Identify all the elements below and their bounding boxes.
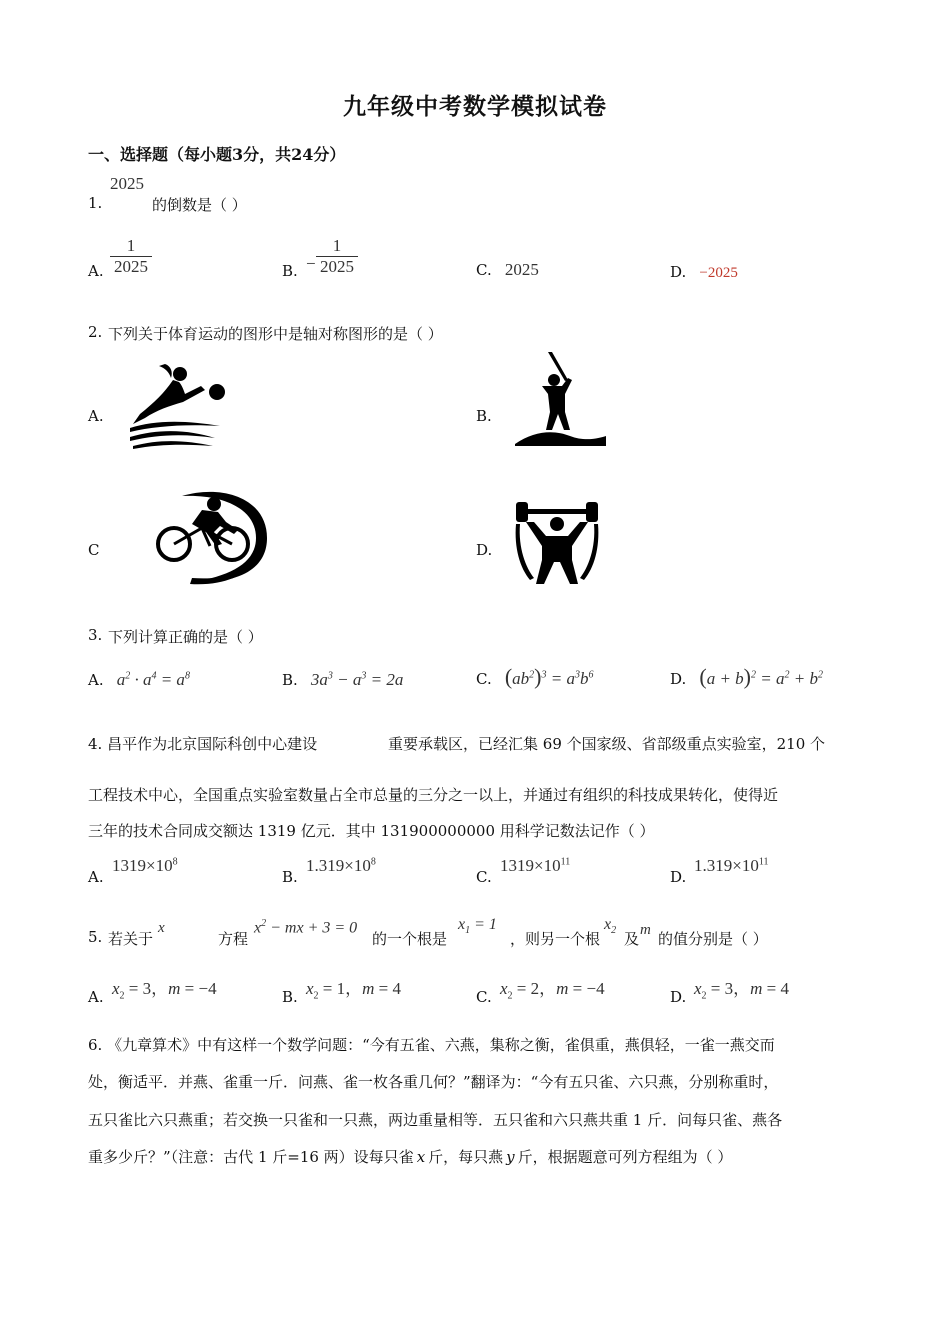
q4-line1-a: 4. 昌平作为北京国际科创中心建设 xyxy=(88,735,318,753)
option-label: B. xyxy=(282,671,298,689)
q6-var-y: y xyxy=(506,1148,515,1166)
option-formula: $a^2 \cdot a^4 = a^8$ xyxy=(116,670,190,689)
q5-text-1: 若关于 xyxy=(108,930,154,948)
mantissa: 1319 xyxy=(500,856,534,875)
fraction-numerator: 1 xyxy=(126,236,136,255)
fraction-denominator: 2025 xyxy=(110,256,152,277)
q5-number: 5. xyxy=(88,928,103,946)
mantissa: 1.319 xyxy=(694,856,733,875)
option-formula: $3a^3 - a^3 = 2a$ xyxy=(310,670,404,689)
q6-line4 xyxy=(88,1146,732,1167)
times-ten: ×10 xyxy=(344,856,371,875)
q5-text-4: ，则另一个根 xyxy=(510,930,601,948)
cycling-icon xyxy=(152,488,272,588)
q4-line1-b: 重要承载区，已经汇集 69 个国家级、省部级重点实验室，210 个 xyxy=(388,735,826,753)
exponent: 11 xyxy=(560,856,571,868)
q1-text: 的倒数是（ ） xyxy=(152,196,247,214)
option-label: C. xyxy=(476,670,492,688)
option-formula: $(ab^2)^3 = a^3b^6$ xyxy=(504,664,594,689)
option-value: −2025 xyxy=(699,265,738,281)
q5-text-2: 方程 xyxy=(218,930,249,948)
q5-text-3: 的一个根是 xyxy=(372,930,448,948)
exponent: 11 xyxy=(758,856,769,868)
q6-line3: 五只雀比六只燕重；若交换一只雀和一只燕，两边重量相等．五只雀和六只燕共重 1 斤．问每只雀、燕各 xyxy=(88,1111,783,1129)
mantissa: 1319 xyxy=(112,856,146,875)
option-label: A. xyxy=(88,671,104,689)
option-label: B. xyxy=(282,262,298,280)
m-value: 4 xyxy=(392,979,402,998)
option-label: B. xyxy=(282,988,298,1006)
q5-var-x: x xyxy=(158,920,165,936)
q2-text: 下列关于体育运动的图形中是轴对称图形的是（ ） xyxy=(108,325,443,343)
q6-var-x: x xyxy=(416,1148,426,1166)
section-heading: 一、选择题（每小题3分，共24分） xyxy=(88,145,346,164)
x2-value: 1 xyxy=(336,979,346,998)
x2-value: 2 xyxy=(530,979,540,998)
minus-sign: − xyxy=(306,254,316,273)
exponent: 8 xyxy=(172,856,178,868)
option-label: C. xyxy=(476,261,492,279)
x2-value: 3 xyxy=(724,979,734,998)
q6-line4-c: 斤，根据题意可列方程组为（ ） xyxy=(517,1148,733,1166)
q1-option-d[interactable] xyxy=(670,262,738,282)
option-label: C. xyxy=(476,988,492,1006)
option-label: C. xyxy=(476,868,492,886)
option-value: 2025 xyxy=(504,260,539,279)
times-ten: ×10 xyxy=(732,856,759,875)
page-title: 九年级中考数学模拟试卷 xyxy=(343,93,607,120)
m-value: −4 xyxy=(198,979,217,998)
q3-option-d[interactable] xyxy=(670,664,823,690)
option-label: D. xyxy=(670,670,687,688)
q4-line3: 三年的技术合同成交额达 1319 亿元．其中 131900000000 用科学记数法记作（ ） xyxy=(88,822,655,840)
fraction-numerator: 1 xyxy=(332,236,342,255)
q3-text: 下列计算正确的是（ ） xyxy=(108,628,263,646)
golf-icon xyxy=(510,350,610,450)
q3-number: 3. xyxy=(88,626,103,644)
x2-value: 3 xyxy=(142,979,152,998)
q5-text-5: 及 xyxy=(624,930,640,948)
option-label: D. xyxy=(670,868,687,886)
option-label: A. xyxy=(88,988,104,1006)
option-label: D. xyxy=(670,988,687,1006)
weightlifting-icon xyxy=(512,498,602,588)
q6-line1: 6. 《九章算术》中有这样一个数学问题：“今有五雀、六燕，集称之衡，雀俱重，燕俱轻，一雀一燕交而 xyxy=(88,1036,775,1054)
times-ten: ×10 xyxy=(534,856,561,875)
q3-option-c[interactable] xyxy=(476,664,593,690)
option-label: A. xyxy=(88,262,104,280)
q5-text-6: 的值分别是（ ） xyxy=(658,930,768,948)
q1-option-c[interactable] xyxy=(476,260,539,280)
q2-option-a-label[interactable]: A. xyxy=(88,407,104,425)
exponent: 8 xyxy=(370,856,376,868)
q2-option-d-label[interactable]: D. xyxy=(476,541,493,559)
option-label: D. xyxy=(670,263,687,281)
m-value: −4 xyxy=(586,979,605,998)
m-value: 4 xyxy=(780,979,790,998)
q1-top-value: 2025 xyxy=(110,174,144,193)
q2-option-b-label[interactable]: B. xyxy=(476,407,492,425)
q5-var-x2: $x_2$ xyxy=(604,916,617,937)
fraction-denominator: 2025 xyxy=(316,256,358,277)
option-label: B. xyxy=(282,868,298,886)
mantissa: 1.319 xyxy=(306,856,345,875)
q3-option-a[interactable] xyxy=(88,670,190,690)
q6-line4-b: 斤，每只燕 xyxy=(428,1148,504,1166)
q5-var-m: m xyxy=(640,922,651,938)
q3-option-b[interactable] xyxy=(282,670,403,690)
volleyball-icon xyxy=(125,362,230,450)
q5-equation: $x^2$ − mx + 3 = 0 xyxy=(254,918,358,937)
option-label: A. xyxy=(88,868,104,886)
q1-number: 1. xyxy=(88,194,103,212)
q2-option-c-label[interactable]: C xyxy=(88,541,100,559)
q4-line2: 工程技术中心，全国重点实验室数量占全市总量的三分之一以上，并通过有组织的科技成果转化，使得近 xyxy=(88,786,779,804)
option-formula: $(a + b)^2 = a^2 + b^2$ xyxy=(699,664,823,689)
q5-root: $x_1 = 1$ xyxy=(458,916,497,937)
times-ten: ×10 xyxy=(146,856,173,875)
q2-number: 2. xyxy=(88,323,103,341)
q6-line2: 处，衡适平．并燕、雀重一斤．问燕、雀一枚各重几何？”翻译为：“今有五只雀、六只燕，分别称重时， xyxy=(88,1073,779,1091)
q6-line4-a: 重多少斤？”（注意：古代 1 斤=16 两）设每只雀 xyxy=(88,1148,414,1166)
